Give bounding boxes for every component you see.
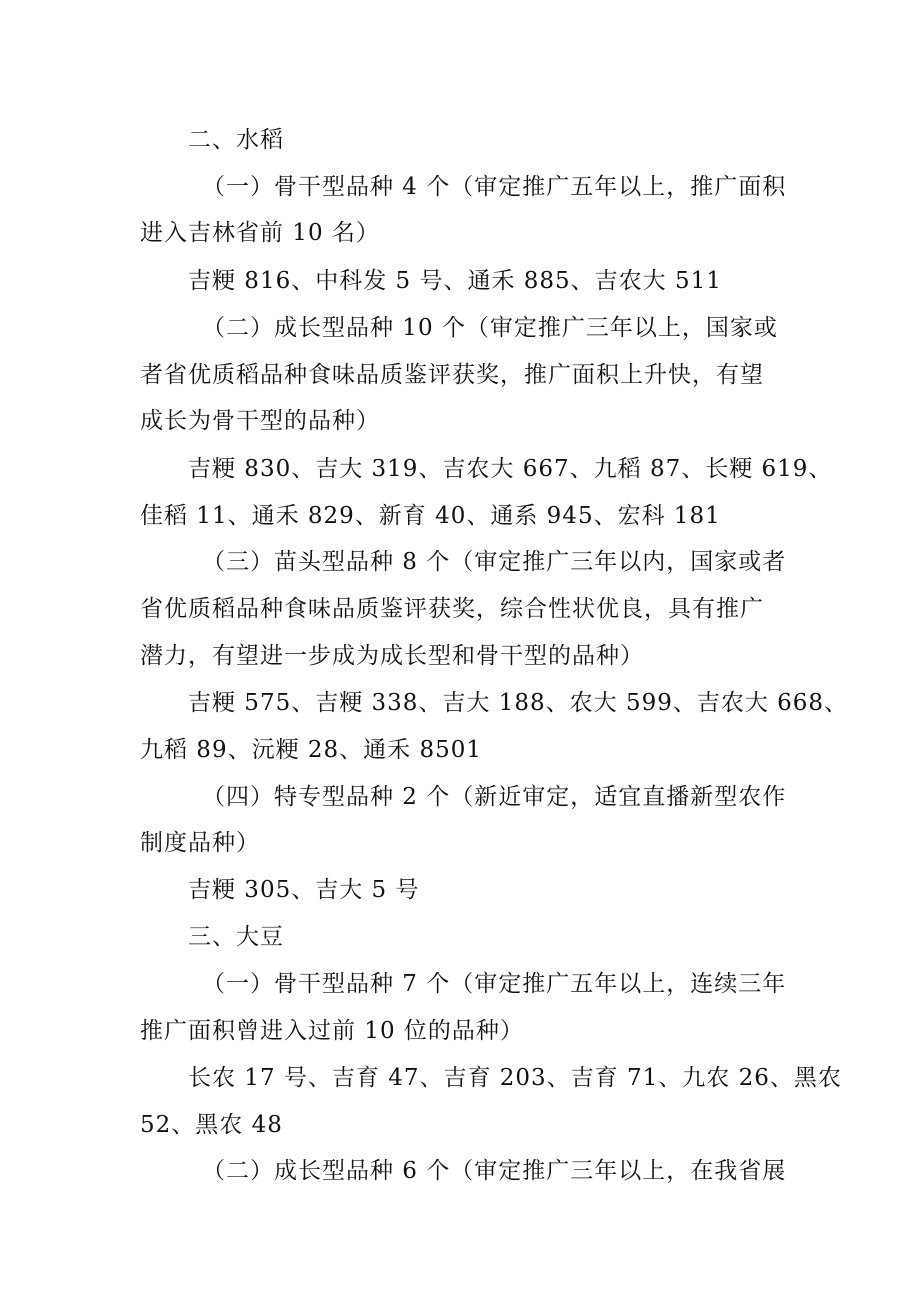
rice-category-3-heading-cont-2: 潜力，有望进一步成为成长型和骨干型的品种） xyxy=(140,643,644,669)
rice-category-3-heading: （三）苗头型品种 8 个（审定推广三年以内，国家或者 xyxy=(202,549,787,575)
rice-category-2-heading-cont-1: 者省优质稻品种食味品质鉴评获奖，推广面积上升快，有望 xyxy=(140,362,764,388)
section-heading-rice: 二、水稻 xyxy=(188,127,284,153)
rice-category-2-varieties: 吉粳 830、吉大 319、吉农大 667、九稻 87、长粳 619、 xyxy=(188,456,833,482)
rice-category-3-varieties-cont: 九稻 89、沅粳 28、通禾 8501 xyxy=(140,737,482,763)
soybean-category-2-heading: （二）成长型品种 6 个（审定推广三年以上，在我省展 xyxy=(202,1158,787,1184)
soybean-category-1-varieties: 长农 17 号、吉育 47、吉育 203、吉育 71、九农 26、黑农 xyxy=(188,1065,842,1091)
rice-category-1-varieties: 吉粳 816、中科发 5 号、通禾 885、吉农大 511 xyxy=(188,268,722,294)
rice-category-2-varieties-cont: 佳稻 11、通禾 829、新育 40、通系 945、宏科 181 xyxy=(140,503,721,529)
rice-category-3-varieties: 吉粳 575、吉粳 338、吉大 188、农大 599、吉农大 668、 xyxy=(188,690,849,716)
rice-category-1-heading: （一）骨干型品种 4 个（审定推广五年以上，推广面积 xyxy=(202,174,787,200)
rice-category-4-heading-cont: 制度品种） xyxy=(140,830,260,856)
soybean-category-1-heading: （一）骨干型品种 7 个（审定推广五年以上，连续三年 xyxy=(202,971,787,997)
rice-category-2-heading: （二）成长型品种 10 个（审定推广三年以上，国家或 xyxy=(202,315,778,341)
rice-category-4-heading: （四）特专型品种 2 个（新近审定，适宜直播新型农作 xyxy=(202,784,787,810)
soybean-category-1-heading-cont: 推广面积曾进入过前 10 位的品种） xyxy=(140,1018,524,1044)
section-heading-soybean: 三、大豆 xyxy=(188,924,284,950)
soybean-category-1-varieties-cont: 52、黑农 48 xyxy=(140,1112,283,1138)
rice-category-2-heading-cont-2: 成长为骨干型的品种） xyxy=(140,408,380,434)
rice-category-4-varieties: 吉粳 305、吉大 5 号 xyxy=(188,877,420,903)
rice-category-3-heading-cont-1: 省优质稻品种食味品质鉴评获奖，综合性状优良，具有推广 xyxy=(140,596,764,622)
rice-category-1-heading-cont: 进入吉林省前 10 名） xyxy=(140,220,380,246)
